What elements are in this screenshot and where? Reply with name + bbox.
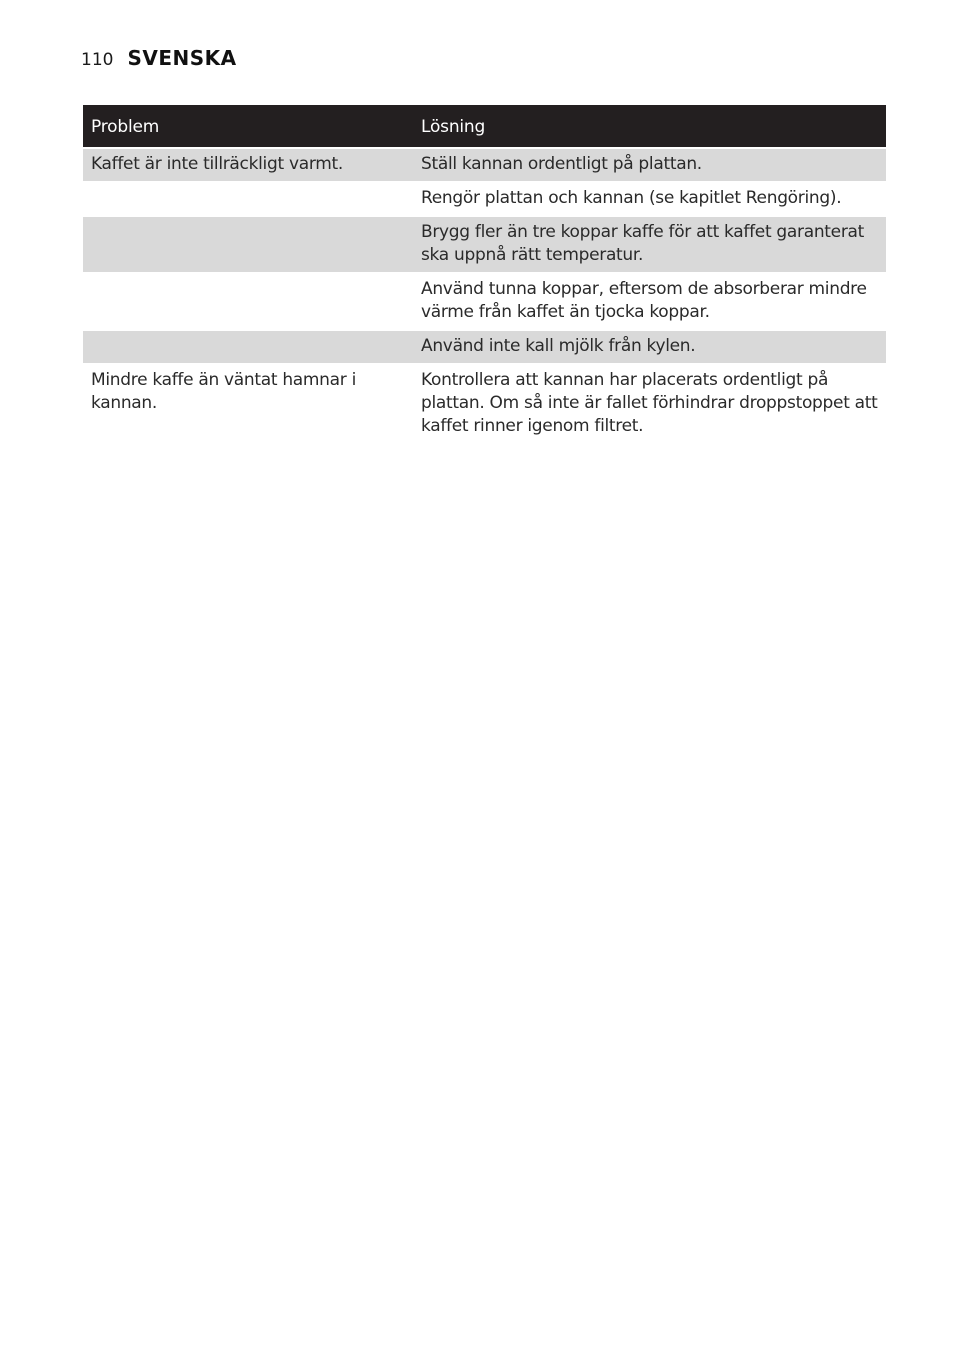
solution-cell: Ställ kannan ordentligt på plattan.: [413, 148, 886, 182]
table-header-row: [83, 105, 886, 148]
table-row: [83, 182, 886, 216]
solution-cell: Använd inte kall mjölk från kylen.: [413, 330, 886, 364]
table-row: [83, 273, 886, 330]
problem-cell: [83, 273, 413, 330]
problem-cell: [83, 330, 413, 364]
column-header-problem: Problem: [83, 105, 413, 148]
problem-cell: [83, 216, 413, 273]
page-number: 110: [81, 50, 114, 70]
section-title: SVENSKA: [127, 46, 237, 70]
column-header-solution: Lösning: [413, 105, 886, 148]
table-row: [83, 364, 886, 443]
solution-cell: Brygg fler än tre koppar kaffe för att kaffet garanterat ska uppnå rätt temperatur.: [413, 216, 886, 273]
table-row: [83, 216, 886, 273]
solution-cell: Rengör plattan och kannan (se kapitlet Rengöring).: [413, 182, 886, 216]
page-header: [81, 46, 237, 70]
solution-cell: Kontrollera att kannan har placerats ordentligt på plattan. Om så inte är fallet förhindrar droppstoppet att kaffet rinner igenom filtret.: [413, 364, 886, 443]
table-row: [83, 148, 886, 182]
troubleshooting-table: [83, 105, 886, 443]
problem-cell: [83, 182, 413, 216]
solution-cell: Använd tunna koppar, eftersom de absorberar mindre värme från kaffet än tjocka koppar.: [413, 273, 886, 330]
problem-cell: Mindre kaffe än väntat hamnar i kannan.: [83, 364, 413, 443]
table-row: [83, 330, 886, 364]
problem-cell: Kaffet är inte tillräckligt varmt.: [83, 148, 413, 182]
